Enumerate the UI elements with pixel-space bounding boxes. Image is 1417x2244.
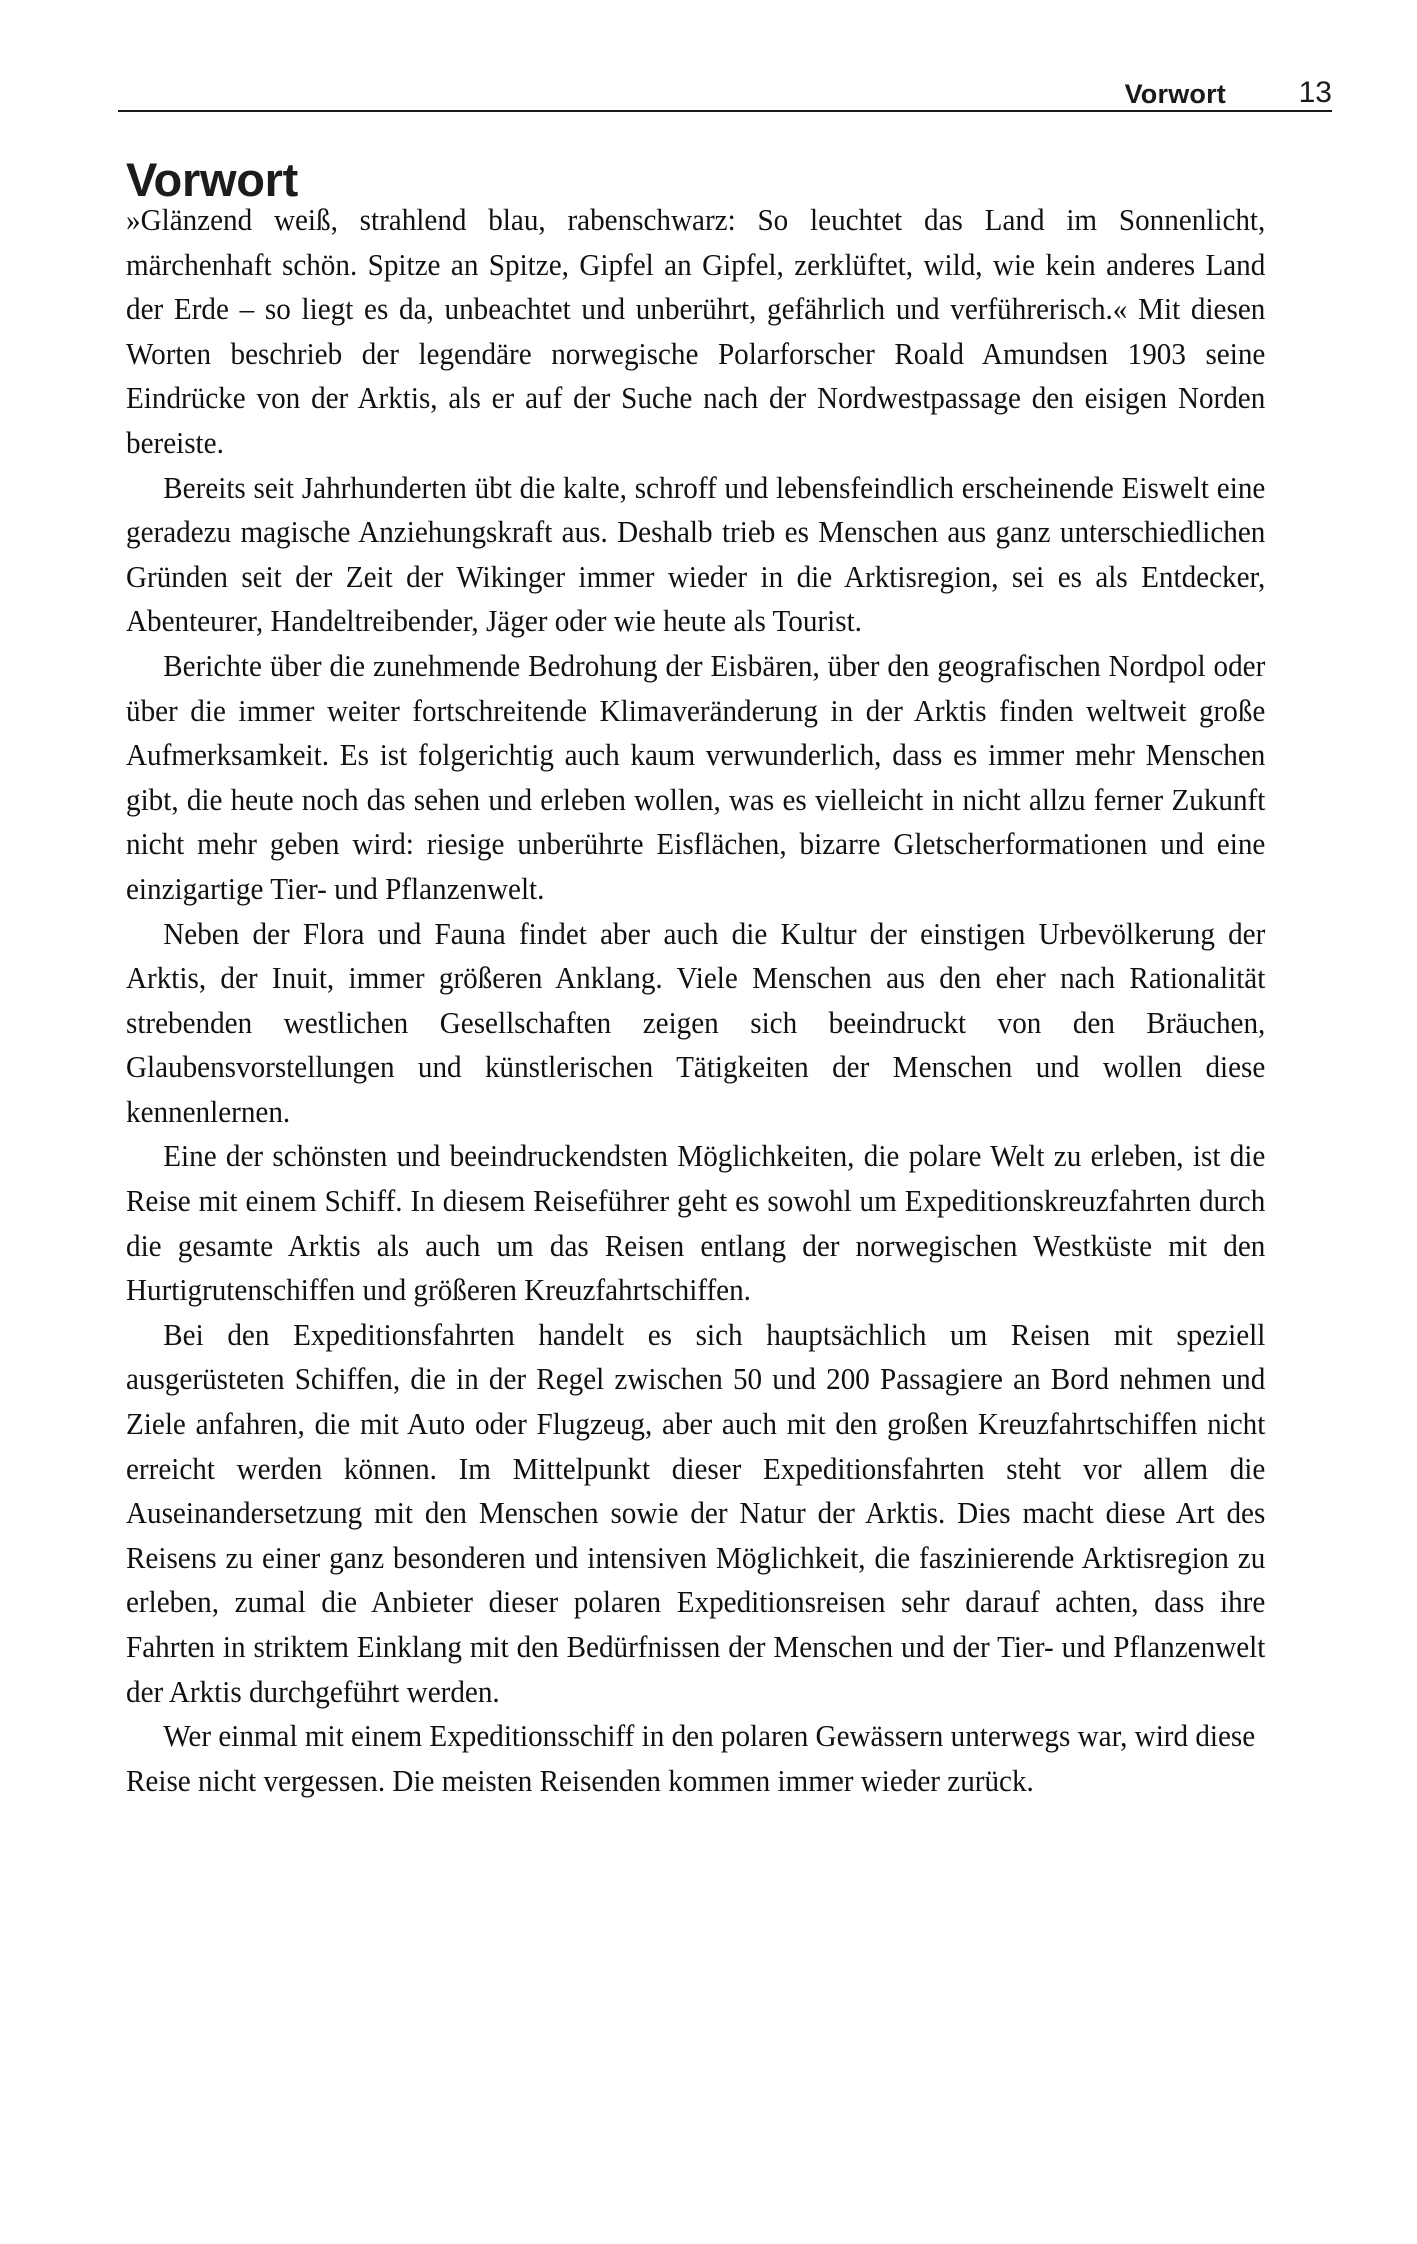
paragraph-6: Bei den Expeditionsfahrten handelt es sich hauptsächlich um Reisen mit speziell ausgerüsteten Schiffen, die in der Regel zwischen 50 und 200 Passagiere an Bord nehmen und Ziele anfahren, die mit Auto oder Flugzeug, aber auch mit den großen Kreuzfahrtschiffen nicht erreicht werden können. Im Mittelpunkt dieser Expeditionsfahrten steht vor allem die Auseinandersetzung mit den Menschen sowie der Natur der Arktis. Dies macht diese Art des Reisens zu einer ganz besonderen und intensiven Möglichkeit, die faszinierende Arktisregion zu erleben, zumal die Anbieter dieser polaren Expeditionsreisen sehr darauf achten, dass ihre Fahrten in striktem Einklang mit den Bedürfnissen der Menschen und der Tier- und Pflanzenwelt der Arktis durchgeführt werden.	[126, 1317, 1266, 1709]
paragraph-3: Berichte über die zunehmende Bedrohung der Eisbären, über den geografischen Nordpol oder über die immer weiter fortschreitende Klimaveränderung in der Arktis finden weltweit große Aufmerksamkeit. Es ist folgerichtig auch kaum verwunderlich, dass es immer mehr Menschen gibt, die heute noch das sehen und erleben wollen, was es vielleicht in nicht allzu ferner Zukunft nicht mehr geben wird: riesige unberührte Eisflächen, bizarre Gletscherformationen und eine einzigartige Tier- und Pflanzenwelt.	[126, 648, 1266, 906]
body-text-column	[126, 198, 1265, 1803]
header-divider	[118, 110, 1332, 112]
paragraph-7: Wer einmal mit einem Expeditionsschiff in den polaren Gewässern unterwegs war, wird diese Reise nicht vergessen. Die meisten Reisenden kommen immer wieder zurück.	[126, 1719, 1256, 1798]
page-number: 13	[1298, 76, 1332, 109]
paragraph-1: »Glänzend weiß, strahlend blau, rabenschwarz: So leuchtet das Land im Sonnenlicht, märchenhaft schön. Spitze an Spitze, Gipfel an Gipfel, zerklüftet, wild, wie kein anderes Land der Erde – so liegt es da, unbeachtet und unberührt, gefährlich und verführerisch.« Mit diesen Worten beschrieb der legendäre norwegische Polarforscher Roald Amundsen 1903 seine Eindrücke von der Arktis, als er auf der Suche nach der Nordwestpassage den eisigen Norden bereiste.	[126, 203, 1266, 460]
page-title: Vorwort	[126, 153, 298, 207]
running-header-title: Vorwort	[1124, 79, 1226, 109]
paragraph-5: Eine der schönsten und beeindruckendsten Möglichkeiten, die polare Welt zu erleben, ist die Reise mit einem Schiff. In diesem Reiseführer geht es sowohl um Expeditionskreuzfahrten durch die gesamte Arktis als auch um das Reisen entlang der norwegischen Westküste mit den Hurtigrutenschiffen und größeren Kreuzfahrtschiffen.	[126, 1139, 1266, 1308]
paragraph-2: Bereits seit Jahrhunderten übt die kalte, schroff und lebensfeindlich erscheinende Eiswelt eine geradezu magische Anziehungskraft aus. Deshalb trieb es Menschen aus ganz unterschiedlichen Gründen seit der Zeit der Wikinger immer wieder in die Arktisregion, sei es als Entdecker, Abenteurer, Handeltreibender, Jäger oder wie heute als Tourist.	[126, 470, 1266, 639]
paragraph-4: Neben der Flora und Fauna findet aber auch die Kultur der einstigen Urbevölkerung der Arktis, der Inuit, immer größeren Anklang. Viele Menschen aus den eher nach Rationalität strebenden westlichen Gesellschaften zeigen sich beeindruckt von den Bräuchen, Glaubensvorstellungen und künstlerischen Tätigkeiten der Menschen und wollen diese kennenlernen.	[126, 916, 1266, 1129]
running-header	[118, 62, 1332, 108]
